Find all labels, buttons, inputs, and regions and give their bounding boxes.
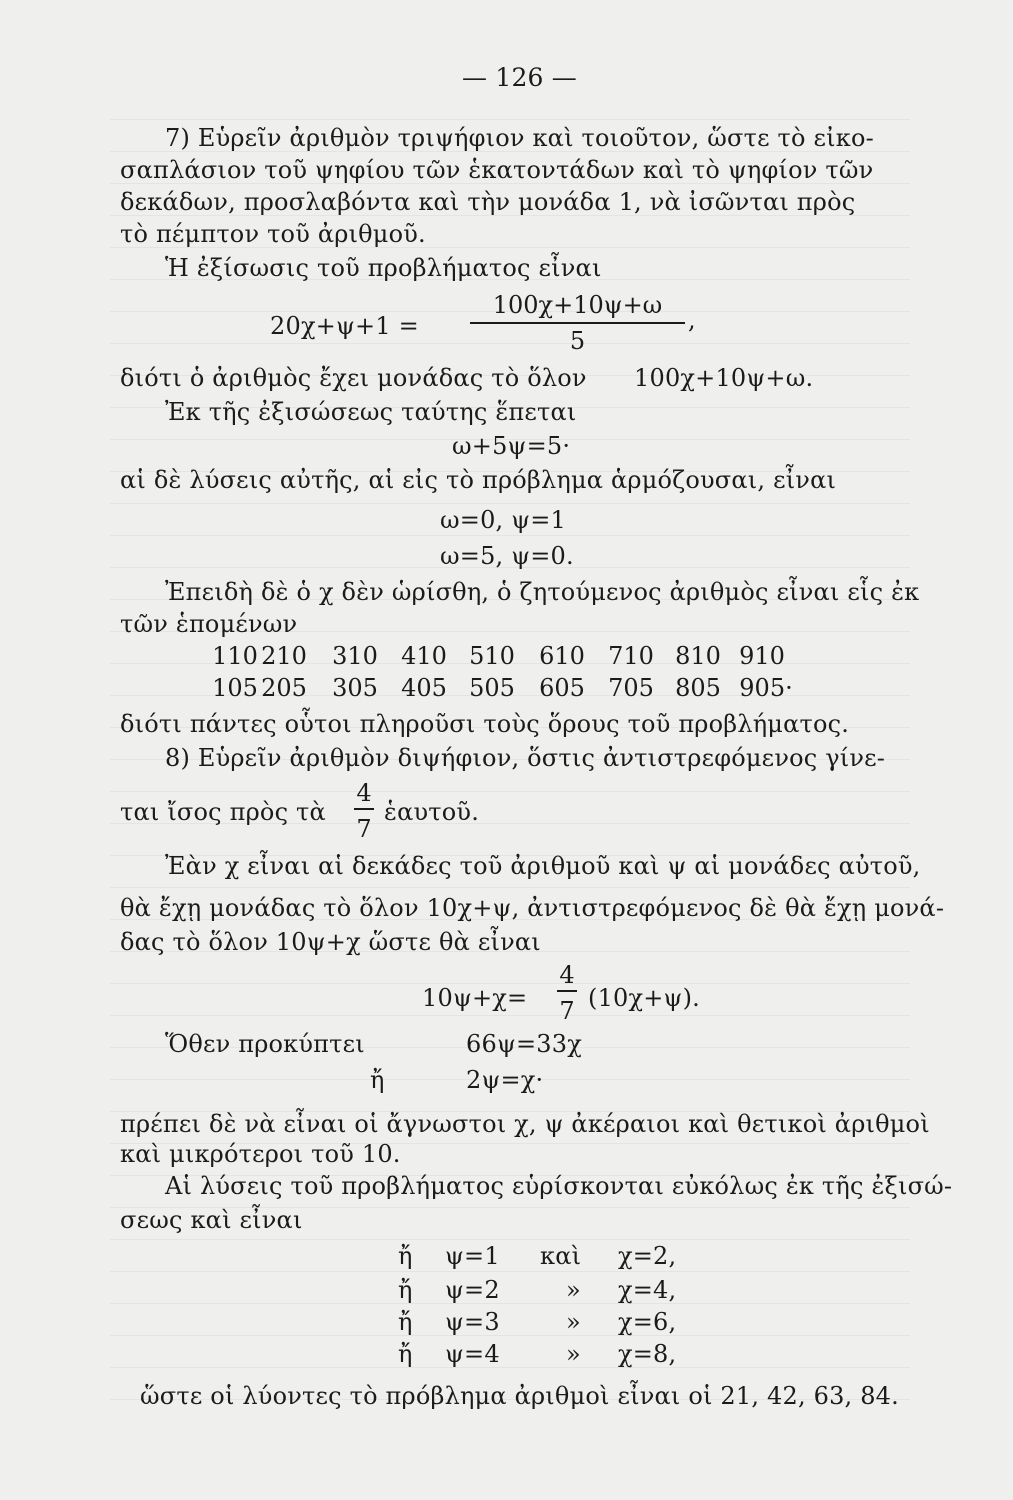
problem-8-line-3: Ἐὰν χ εἶναι αἱ δεκάδες τοῦ ἀριθμοῦ καὶ ψ αἱ μονάδες αὐτοῦ, [165, 852, 921, 880]
follows-text: Ἐκ τῆς ἐξισώσεως ταύτης ἕπεται [165, 398, 577, 426]
found-line-1: Αἱ λύσεις τοῦ προβλήματος εὑρίσκονται εὐκόλως ἐκ τῆς ἐξισώ- [165, 1172, 953, 1200]
or-text: ἤ [370, 1066, 385, 1094]
number-cell: 610 [539, 642, 585, 670]
fraction-4-7-denominator: 7 [356, 815, 372, 843]
solution-2: ω=5, ψ=0. [440, 542, 574, 570]
solution-psi: ψ=3 [445, 1308, 500, 1336]
solution-psi: ψ=2 [445, 1276, 500, 1304]
solution-1: ω=0, ψ=1 [440, 506, 567, 534]
problem-7-conclusion: διότι πάντες οὗτοι πληροῦσι τοὺς ὅρους τοῦ προβλήματος. [120, 710, 850, 738]
number-cell: 910 [739, 642, 785, 670]
number-cell: 210 [261, 642, 307, 670]
equation-2: ω+5ψ=5· [452, 432, 571, 460]
equation-8-lhs: 10ψ+χ= [422, 984, 528, 1012]
since-line-2: τῶν ἑπομένων [120, 610, 298, 638]
solution-lead: ἤ [398, 1276, 413, 1304]
because-text: διότι ὁ ἀριθμὸς ἔχει μονάδας τὸ ὅλον [120, 364, 587, 392]
hence-text: Ὅθεν προκύπτει [165, 1030, 365, 1058]
equation-8-rhs: (10χ+ψ). [588, 984, 700, 1012]
hence-equation: 66ψ=33χ [466, 1030, 582, 1058]
equation-fraction-bar [470, 322, 685, 324]
equation-lhs: 20χ+ψ+1 = [270, 312, 419, 340]
equation-numerator: 100χ+10ψ+ω [492, 291, 663, 319]
number-cell: 705 [608, 674, 654, 702]
number-cell: 405 [401, 674, 447, 702]
problem-8-line-2a: ται ἴσος πρὸς τὰ [120, 798, 326, 826]
problem-7-line-1: 7) Εὑρεῖν ἀριθμὸν τριψήφιον καὶ τοιοῦτον, ὥστε τὸ εἰκο- [165, 124, 874, 152]
solutions-intro: αἱ δὲ λύσεις αὐτῆς, αἱ εἰς τὸ πρόβλημα ἁρμόζουσαι, εἶναι [120, 466, 837, 494]
number-cell: 310 [332, 642, 378, 670]
solution-lead: ἤ [398, 1308, 413, 1336]
number-cell: 810 [675, 642, 721, 670]
problem-7-line-3: δεκάδων, προσλαβόντα καὶ τὴν μονάδα 1, νὰ ἰσῶνται πρὸς [120, 188, 856, 216]
equation-8-fraction-bar [557, 990, 577, 992]
solution-chi: χ=2, [618, 1242, 677, 1270]
solution-psi: ψ=4 [445, 1340, 500, 1368]
fraction-4-7-numerator: 4 [356, 779, 372, 807]
solution-psi: ψ=1 [445, 1242, 500, 1270]
number-cell: 805 [675, 674, 721, 702]
solution-link: καὶ [540, 1242, 582, 1270]
number-cell: 110 [212, 642, 258, 670]
solution-lead: ἤ [398, 1340, 413, 1368]
or-equation: 2ψ=χ· [466, 1066, 544, 1094]
since-line-1: Ἐπειδὴ δὲ ὁ χ δὲν ὡρίσθη, ὁ ζητούμενος ἀριθμὸς εἶναι εἷς ἐκ [165, 578, 920, 606]
problem-8-line-4: θὰ ἔχῃ μονάδας τὸ ὅλον 10χ+ψ, ἀντιστρεφόμενος δὲ θὰ ἔχῃ μονά- [120, 894, 945, 922]
number-cell: 605 [539, 674, 585, 702]
solution-link: » [566, 1276, 581, 1304]
must-line-1: πρέπει δὲ νὰ εἶναι οἱ ἄγνωστοι χ, ψ ἀκέραιοι καὶ θετικοὶ ἀριθμοὶ [120, 1110, 930, 1138]
number-cell: 205 [261, 674, 307, 702]
number-cell: 710 [608, 642, 654, 670]
solution-link: » [566, 1340, 581, 1368]
solution-chi: χ=4, [618, 1276, 677, 1304]
problem-8-line-5: δας τὸ ὅλον 10ψ+χ ὥστε θὰ εἶναι [120, 928, 541, 956]
solution-chi: χ=6, [618, 1308, 677, 1336]
page-number: — 126 — [462, 63, 578, 92]
number-cell: 510 [469, 642, 515, 670]
number-cell: 410 [401, 642, 447, 670]
solution-link: » [566, 1308, 581, 1336]
number-cell: 105 [212, 674, 258, 702]
number-cell: 505 [469, 674, 515, 702]
number-cell: 905· [739, 674, 793, 702]
problem-7-line-2: σαπλάσιον τοῦ ψηφίου τῶν ἑκατοντάδων καὶ τὸ ψηφίον τῶν [120, 156, 874, 184]
problem-8-line-2b: ἑαυτοῦ. [384, 798, 480, 826]
equation-8-numerator: 4 [559, 961, 575, 989]
final-answer: ὥστε οἱ λύοντες τὸ πρόβλημα ἀριθμοὶ εἶναι οἱ 21, 42, 63, 84. [140, 1382, 899, 1410]
must-line-2: καὶ μικρότεροι τοῦ 10. [120, 1140, 401, 1168]
equation-8-denominator: 7 [559, 997, 575, 1025]
found-line-2: σεως καὶ εἶναι [120, 1206, 303, 1234]
problem-7-line-4: τὸ πέμπτον τοῦ ἀριθμοῦ. [120, 220, 426, 248]
because-expression: 100χ+10ψ+ω. [634, 364, 814, 392]
number-cell: 305 [332, 674, 378, 702]
problem-8-line-1: 8) Εὑρεῖν ἀριθμὸν διψήφιον, ὅστις ἀντιστρεφόμενος γίνε- [165, 744, 886, 772]
equation-comma: , [688, 306, 696, 334]
solution-lead: ἤ [398, 1242, 413, 1270]
equation-intro: Ἡ ἐξίσωσις τοῦ προβλήματος εἶναι [165, 254, 602, 282]
solution-chi: χ=8, [618, 1340, 677, 1368]
equation-denominator: 5 [569, 327, 586, 355]
fraction-4-7-bar [354, 808, 374, 810]
